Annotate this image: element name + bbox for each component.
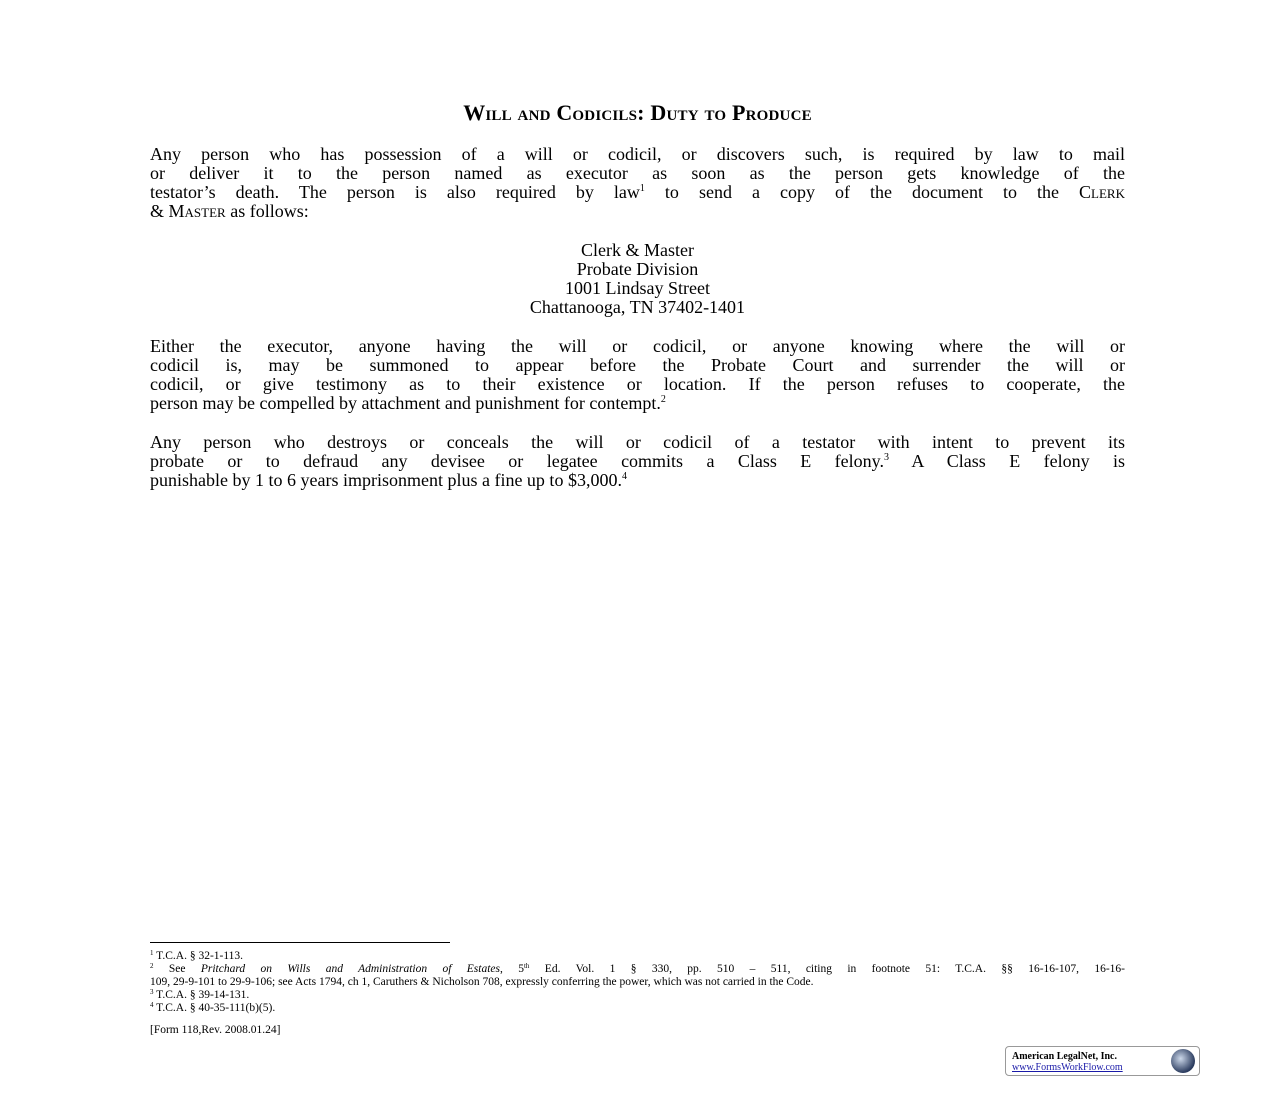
text-line: Either the executor, anyone having the will or codicil, or anyone knowing where the will or <box>150 336 1125 356</box>
text: Clerk <box>1079 182 1125 202</box>
text-line: or deliver it to the person named as executor as soon as the person gets knowledge of the <box>150 163 1125 183</box>
text-line <box>150 394 1125 413</box>
text: Master <box>168 201 226 221</box>
text: to send a copy of the document to the <box>644 182 1080 202</box>
text-line <box>150 471 1125 490</box>
address-block <box>0 241 1275 317</box>
footnote-ref-1: 1 <box>639 183 645 194</box>
footnote-ref-4: 4 <box>621 471 627 482</box>
text: T.C.A. § 39-14-131. <box>153 989 250 1001</box>
text-line: Any person who has possession of a will or codicil, or discovers such, is required by law to mail <box>150 144 1125 164</box>
text: as follows: <box>225 201 309 221</box>
footnote-2-cont: 109, 29-9-101 to 29-9-106; see Acts 1794, ch 1, Caruthers & Nicholson 708, expressly conferring the power, which was not carried in the Code. <box>150 976 814 988</box>
paragraph-penalty <box>150 433 1125 490</box>
footnote-divider <box>150 942 450 943</box>
text: punishable by 1 to 6 years imprisonment plus a fine up to $3,000. <box>150 470 622 490</box>
text-line <box>150 202 1125 221</box>
text: Ed. Vol. 1 § 330, pp. 510 – 511, citing in footnote 51: T.C.A. §§ 16-16-107, 16-16- <box>529 963 1125 975</box>
paragraph-summons <box>150 337 1125 413</box>
text-line: codicil, or give testimony as to their existence or location. If the person refuses to cooperate, the <box>150 374 1125 394</box>
footnote-number: 3 <box>150 988 154 996</box>
text: , 5 <box>500 963 524 975</box>
text: A Class E felony is <box>888 451 1125 471</box>
logo-url-link[interactable]: www.FormsWorkFlow.com <box>1012 1062 1123 1073</box>
footnote-1 <box>150 950 1125 963</box>
address-line: Chattanooga, TN 37402-1401 <box>529 297 746 317</box>
address-line: 1001 Lindsay Street <box>565 278 710 298</box>
legalnet-logo[interactable] <box>1005 1046 1200 1076</box>
footnote-2 <box>150 963 1125 976</box>
footnote-ref-3: 3 <box>883 452 889 463</box>
book-title: Pritchard on Wills and Administration of Estates <box>200 963 500 975</box>
footnote-number: 4 <box>150 1001 154 1009</box>
logo-company-name: American LegalNet, Inc. <box>1012 1051 1117 1062</box>
address-line: Clerk & Master <box>581 240 694 260</box>
footnotes <box>150 950 1125 1015</box>
globe-icon <box>1171 1049 1195 1073</box>
text: probate or to defraud any devisee or legatee commits a Class E felony. <box>150 451 884 471</box>
footnote-number: 1 <box>150 949 154 957</box>
text-line <box>150 183 1125 202</box>
text-line: Any person who destroys or conceals the will or codicil of a testator with intent to prevent its <box>150 432 1125 452</box>
footnote-ref-2: 2 <box>660 394 666 405</box>
text-line <box>150 452 1125 471</box>
text: T.C.A. § 40-35-111(b)(5). <box>153 1002 276 1014</box>
form-revision: [Form 118,Rev. 2008.01.24] <box>150 1024 281 1036</box>
footnote-number: 2 <box>150 962 154 970</box>
footnote-4 <box>150 1002 1125 1015</box>
footnote-3 <box>150 989 1125 1002</box>
text: person may be compelled by attachment and punishment for contempt. <box>150 393 661 413</box>
text: T.C.A. § 32-1-113. <box>153 950 244 962</box>
text-line: codicil is, may be summoned to appear before the Probate Court and surrender the will or <box>150 355 1125 375</box>
paragraph-duty <box>150 145 1125 221</box>
text: & <box>150 201 169 221</box>
text: See <box>153 963 201 975</box>
ordinal: th <box>523 962 530 970</box>
address-line: Probate Division <box>576 259 699 279</box>
text: testator’s death. The person is also required by law <box>150 182 640 202</box>
document-title: Will and Codicils: Duty to Produce <box>463 100 812 125</box>
